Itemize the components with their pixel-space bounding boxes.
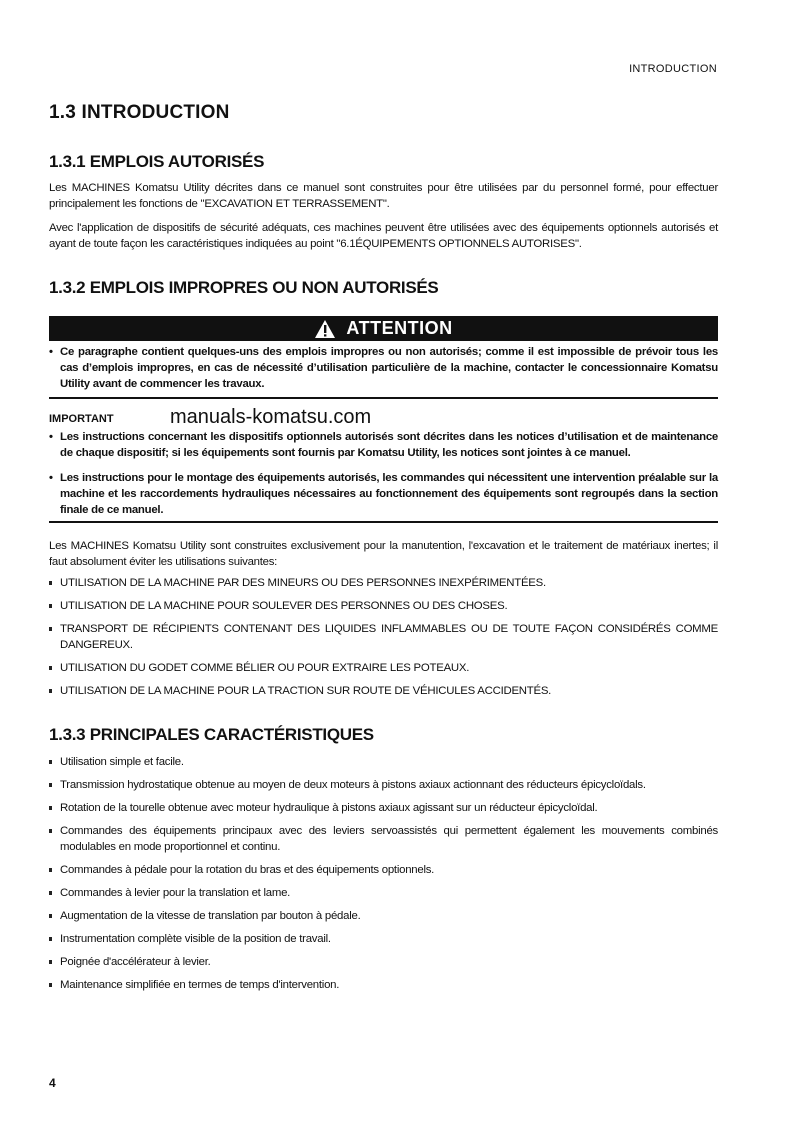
paragraph: Avec l'application de dispositifs de sécurité adéquats, ces machines peuvent être utilisées avec des équipements optionnels autorisés et ayant de toute façon les caractéristiques indiquées au point "6.1ÉQUIPEMENTS OPTIONNELS AUTORISES". <box>49 222 718 250</box>
list-item-text: Transmission hydrostatique obtenue au moyen de deux moteurs à pistons axiaux actionnant des réducteurs épicycloïdals. <box>60 779 646 791</box>
important-item-text: Les instructions pour le montage des équipements autorisés, les commandes qui nécessitent une intervention préalable sur la machine et les raccordements hydrauliques nécessaires au fonctionnement des équipements sont regroupés dans la section finale de ce manuel. <box>60 472 718 516</box>
list-item-text: UTILISATION DE LA MACHINE POUR SOULEVER DES PERSONNES OU DES CHOSES. <box>60 600 508 612</box>
list-item <box>49 660 718 676</box>
list-item <box>49 754 718 770</box>
list-item <box>49 862 718 878</box>
list-item-text: Commandes à levier pour la translation et lame. <box>60 887 291 899</box>
list-item-text: Commandes à pédale pour la rotation du bras et des équipements optionnels. <box>60 864 435 876</box>
list-item <box>49 977 718 993</box>
list-item-text: Instrumentation complète visible de la position de travail. <box>60 933 331 945</box>
paragraph: Les MACHINES Komatsu Utility sont construites exclusivement pour la manutention, l'excavation et le traitement de matériaux inertes; il faut absolument éviter les utilisations suivantes: <box>49 540 718 568</box>
attention-banner <box>49 316 718 341</box>
list-item <box>49 683 718 699</box>
attention-text: Ce paragraphe contient quelques-uns des emplois impropres ou non autorisés; comme il est impossible de prévoir tous les cas d’emplois impropres, en cas de nécessité d’utilisation particulière de la machine, contacter le concessionnaire Komatsu Utility avant de commencer les travaux. <box>60 346 718 390</box>
page-number: 4 <box>49 1076 56 1090</box>
list-item-text: UTILISATION DE LA MACHINE PAR DES MINEURS OU DES PERSONNES INEXPÉRIMENTÉES. <box>60 577 546 589</box>
attention-item: • Ce paragraphe contient quelques-uns des emplois impropres ou non autorisés; comme il est impossible de prévoir tous les cas d’emplois impropres, en cas de nécessité d’utilisation particulière de la machine, contacter le concessionnaire Komatsu Utility avant de commencer les travaux. <box>49 346 718 390</box>
list-item-text: UTILISATION DE LA MACHINE POUR LA TRACTION SUR ROUTE DE VÉHICULES ACCIDENTÉS. <box>60 685 552 697</box>
running-header: INTRODUCTION <box>629 63 717 75</box>
important-row <box>49 407 718 427</box>
attention-label: ATTENTION <box>346 318 453 338</box>
list-item <box>49 885 718 901</box>
important-item: • Les instructions concernant les dispositifs optionnels autorisés sont décrites dans les notices d’utilisation et de maintenance de chaque dispositif; si les équipements sont fournis par Komatsu Utility, les notices sont jointes à ce manuel. <box>49 431 718 459</box>
page-title: 1.3 INTRODUCTION <box>49 102 230 123</box>
list-item <box>49 598 718 614</box>
list-item-text: UTILISATION DU GODET COMME BÉLIER OU POUR EXTRAIRE LES POTEAUX. <box>60 662 470 674</box>
list-item-text: TRANSPORT DE RÉCIPIENTS CONTENANT DES LIQUIDES INFLAMMABLES OU DE TOUTE FAÇON CONSIDÉRÉS COMME DANGEREUX. <box>60 623 718 651</box>
list-item-text: Poignée d'accélérateur à levier. <box>60 956 211 968</box>
list-item <box>49 954 718 970</box>
divider <box>49 397 718 399</box>
list-item-text: Augmentation de la vitesse de translation par bouton à pédale. <box>60 910 361 922</box>
section-heading-1-3-2: 1.3.2 EMPLOIS IMPROPRES OU NON AUTORISÉS <box>49 278 439 297</box>
warning-icon <box>314 319 336 339</box>
list-item <box>49 621 718 653</box>
section-heading-1-3-3: 1.3.3 PRINCIPALES CARACTÉRISTIQUES <box>49 725 374 744</box>
watermark: manuals-komatsu.com <box>170 406 372 428</box>
page-body <box>49 102 718 993</box>
list-item <box>49 777 718 793</box>
divider <box>49 521 718 523</box>
important-item-text: Les instructions concernant les dispositifs optionnels autorisés sont décrites dans les notices d’utilisation et de maintenance de chaque dispositif; si les équipements sont fournis par Komatsu Utility, les notices sont jointes à ce manuel. <box>60 431 718 459</box>
section-heading-1-3-1: 1.3.1 EMPLOIS AUTORISÉS <box>49 152 265 171</box>
list-item <box>49 823 718 855</box>
important-item: • Les instructions pour le montage des équipements autorisés, les commandes qui nécessitent une intervention préalable sur la machine et les raccordements hydrauliques nécessaires au fonctionnement des équipements sont regroupés dans la section finale de ce manuel. <box>49 472 718 516</box>
list-item <box>49 800 718 816</box>
paragraph: Les MACHINES Komatsu Utility décrites dans ce manuel sont construites pour être utilisées par du personnel formé, pour effectuer principalement les fonctions de "EXCAVATION ET TERRASSEMENT". <box>49 182 718 210</box>
list-item-text: Maintenance simplifiée en termes de temps d'intervention. <box>60 979 340 991</box>
list-item <box>49 931 718 947</box>
important-label: IMPORTANT <box>49 413 114 425</box>
list-item <box>49 908 718 924</box>
list-item-text: Rotation de la tourelle obtenue avec moteur hydraulique à pistons axiaux agissant sur un réducteur épicycloïdal. <box>60 802 598 814</box>
list-item <box>49 575 718 591</box>
list-item-text: Utilisation simple et facile. <box>60 756 184 768</box>
list-item-text: Commandes des équipements principaux avec des leviers servoassistés qui permettent également les mouvements combinés modulables en mode proportionnel et continu. <box>60 825 718 853</box>
